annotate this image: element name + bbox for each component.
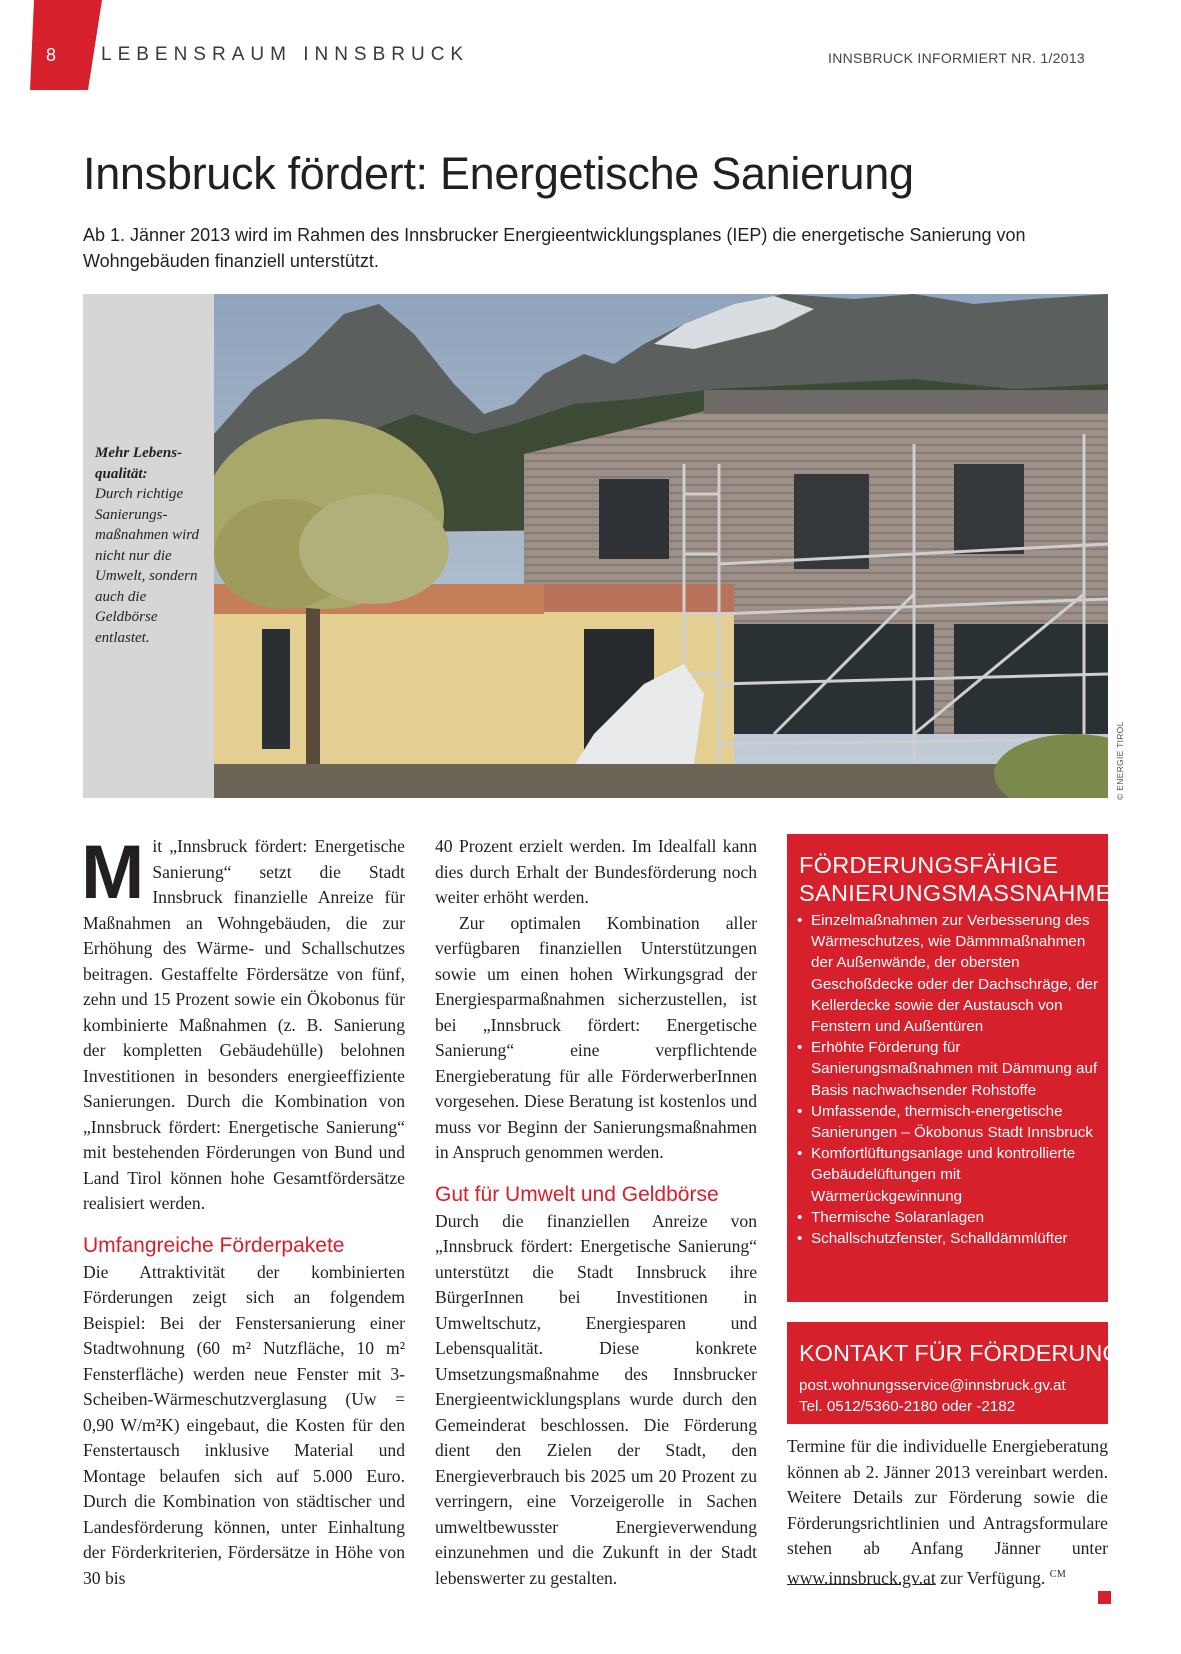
paragraph-6 bbox=[787, 1434, 1108, 1591]
article-column-2 bbox=[435, 834, 757, 1591]
subheading-umwelt: Gut für Umwelt und Geldbörse bbox=[435, 1182, 719, 1206]
list-item: • Komfortlüftungsanlage und kontrollierte Gebäudelüftungen mit Wärmerückgewinnung bbox=[797, 1143, 1102, 1207]
article-column-1 bbox=[81, 830, 405, 1591]
section-title: LEBENSRAUM INNSBRUCK bbox=[101, 44, 470, 65]
funding-measures-title: FÖRDERUNGSFÄHIGE SANIERUNGSMASSNAHMEN bbox=[799, 852, 1129, 906]
article-headline: Innsbruck fördert: Energetische Sanierung bbox=[83, 148, 914, 199]
list-item: • Erhöhte Förderung für Sanierungsmaßnahmen mit Dämmung auf Basis nachwachsender Rohstoffe bbox=[797, 1037, 1102, 1101]
contact-email[interactable]: post.wohnungsservice@innsbruck.gv.at bbox=[799, 1377, 1066, 1394]
paragraph-5: Durch die finanziellen Anreize von „Innsbruck fördert: Energetische Sanierung“ unterstützt die Stadt Innsbruck ihre BürgerInnen bei Investitionen in Umweltschutz, Energiesparen und Lebensqualität. Diese konkrete Umsetzungsmaßnahme des Innsbrucker Energieentwicklungsplans wurde durch den Gemeinderat beschlossen. Die Förderung dient den Zielen der Stadt, den Energieverbrauch bis 2025 um 20 Prozent zu verringern, eine Vorzeigerolle in Sachen umweltbewusster Energieverwendung einzunehmen und die Zukunft in der Stadt lebenswerter zu gestalten. bbox=[435, 1210, 757, 1588]
article-intro: Ab 1. Jänner 2013 wird im Rahmen des Innsbrucker Energieentwicklungsplanes (IEP) die energetische Sanierung von Wohngebäuden finanziell unterstützt. bbox=[83, 225, 1026, 271]
paragraph-4: Zur optimalen Kombination aller verfügbaren finanziellen Unterstützungen sowie um einen hohen Wirkungsgrad der Energiesparmaßnahmen sicherzustellen, ist bei „Innsbruck fördert: Energetische Sanierung“ eine verpflichtende Energieberatung für alle FörderwerberInnen vorgesehen. Diese Beratung ist kostenlos und muss vor Beginn der Sanierungsmaßnahmen in Anspruch genommen werden. bbox=[435, 912, 757, 1162]
list-item: • Umfassende, thermisch-energetische Sanierungen – Ökobonus Stadt Innsbruck bbox=[797, 1101, 1102, 1143]
page-number-tab bbox=[30, 0, 102, 90]
contact-phone[interactable]: Tel. 0512/5360-2180 oder -2182 bbox=[799, 1398, 1016, 1415]
photo-caption-lead: Mehr Lebens-qualität: bbox=[95, 445, 183, 482]
paragraph-6-end: zur Verfügung. bbox=[940, 1567, 1046, 1588]
contact-title: KONTAKT FÜR FÖRDERUNG bbox=[799, 1340, 1121, 1366]
article-column-3 bbox=[787, 1434, 1108, 1591]
subheading-foerderpakete: Umfangreiche Förderpakete bbox=[83, 1233, 345, 1257]
article-end-mark bbox=[1098, 1591, 1111, 1604]
photo-credit: © ENERGIE TIROL bbox=[1115, 721, 1125, 800]
photo-caption-text: Durch richtige Sanierungs-maßnahmen wird nicht nur die Umwelt, sondern auch die Geldbörse entlastet. bbox=[95, 486, 200, 646]
author-initials: CM bbox=[1049, 1568, 1067, 1580]
list-item: • Einzelmaßnahmen zur Verbesserung des Wärmeschutzes, wie Dämmmaßnahmen der Außenwände, der obersten Geschoßdecke oder der Dachschräge, der Kellerdecke sowie der Austausch von Fenstern und Außentüren bbox=[797, 910, 1102, 1037]
list-item: • Schallschutzfenster, Schalldämmlüfter bbox=[797, 1228, 1102, 1249]
funding-measures-box bbox=[787, 834, 1129, 1302]
funding-measures-list bbox=[797, 910, 1102, 1249]
paragraph-3: 40 Prozent erzielt werden. Im Idealfall kann dies durch Erhalt der Bundesförderung noch weiter erhöht werden. bbox=[435, 836, 757, 907]
drop-cap: M bbox=[81, 830, 145, 915]
website-link[interactable]: www.innsbruck.gv.at bbox=[787, 1567, 936, 1588]
contact-box bbox=[787, 1322, 1121, 1424]
paragraph-1: it „Innsbruck fördert: Energetische Sanierung“ setzt die Stadt Innsbruck finanzielle Anreize für Maßnahmen an Wohngebäuden, die zur Erhöhung des Wärme- und Schallschutzes beitragen. Gestaffelte Fördersätze von fünf, zehn und 15 Prozent sowie ein Ökobonus für kombinierte Maßnahmen (z. B. Sanierung der kompletten Gebäudehülle) belohnen Investitionen in besonders energieeffiziente Sanierungen. Durch die Kombination von „Innsbruck fördert: Energetische Sanierung“ mit bestehenden Förderungen von Bund und Land Tirol können hohe Gesamtfördersätze realisiert werden. bbox=[83, 836, 405, 1213]
issue-label: INNSBRUCK INFORMIERT NR. 1/2013 bbox=[828, 50, 1085, 66]
paragraph-2: Die Attraktivität der kombinierten Förderungen zeigt sich an folgendem Beispiel: Bei der Fenstersanierung einer Stadtwohnung (60 m² Nutzfläche, 10 m² Fensterfläche) werden neue Fenster mit 3-Scheiben-Wärmeschutzverglasung (Uw = 0,90 W/m²K) eingebaut, die Kosten für den Fenstertausch inklusive Material und Montage belaufen sich auf 5.000 Euro. Durch die Kombination von städtischer und Landesförderung können, unter Einhaltung der Förderkriterien, Fördersätze in Höhe von 30 bis bbox=[83, 1261, 405, 1588]
building-renovation-photo bbox=[214, 294, 1108, 798]
list-item: • Thermische Solaranlagen bbox=[797, 1207, 1102, 1228]
photo-caption bbox=[95, 443, 205, 648]
paragraph-6-text: Termine für die individuelle Energieberatung können ab 2. Jänner 2013 vereinbart werden. Weitere Details zur Förderung sowie die Förderungsrichtlinien und Antragsformulare stehen ab Anfang Jänner unter bbox=[787, 1436, 1108, 1558]
page-number: 8 bbox=[46, 45, 57, 65]
